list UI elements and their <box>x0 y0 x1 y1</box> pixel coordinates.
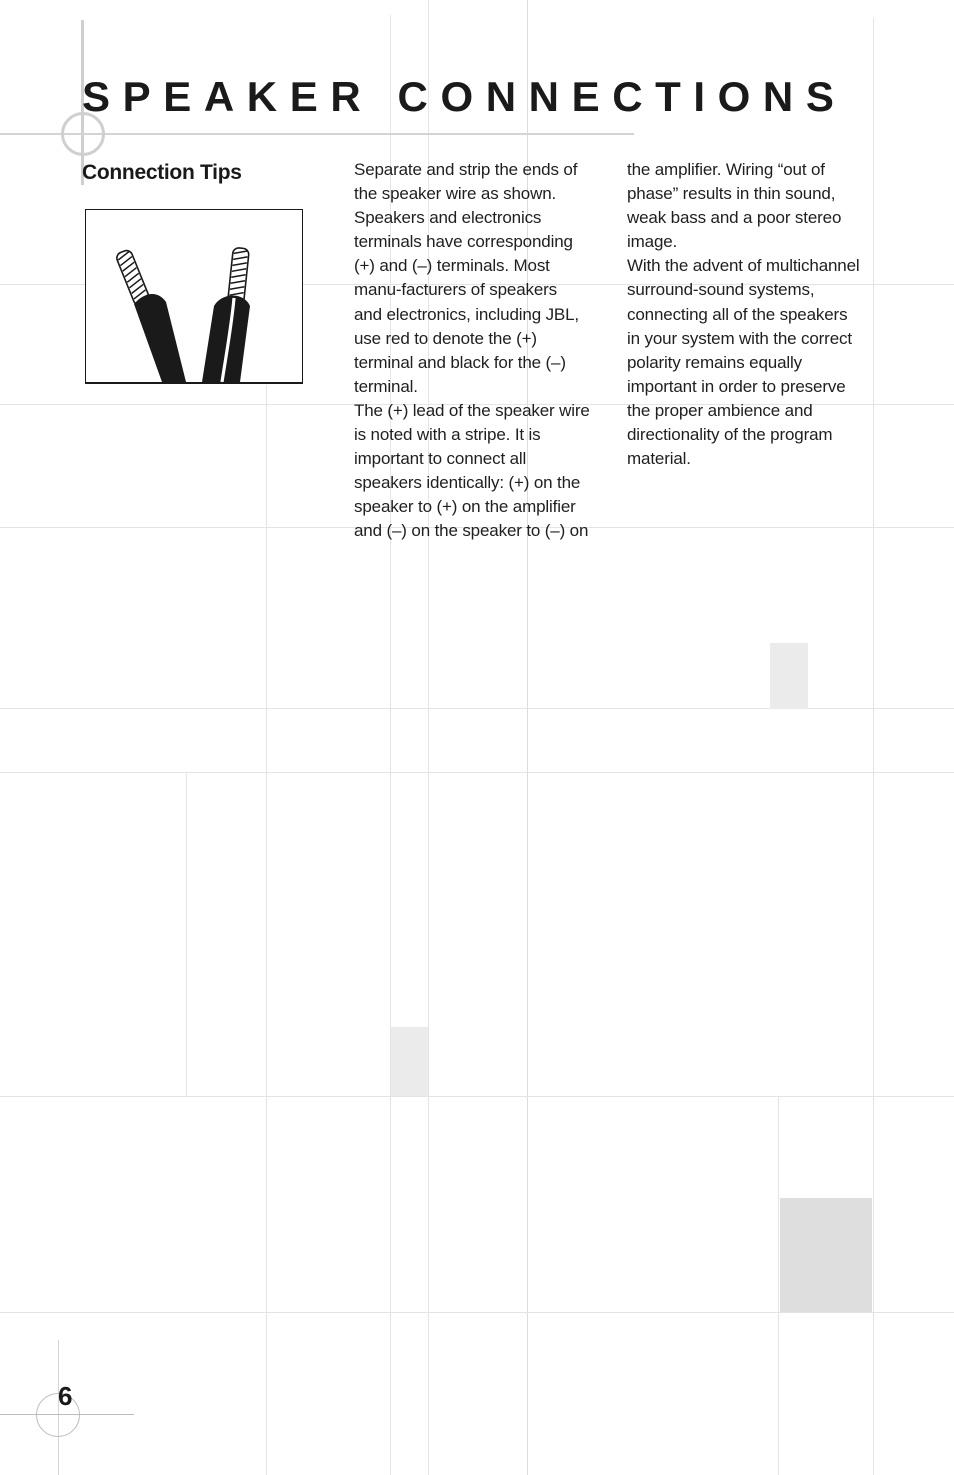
body-line: the amplifier. Wiring “out of <box>627 160 825 179</box>
body-line: Speakers and electronics <box>354 208 542 228</box>
body-line: the proper ambience and <box>627 400 813 420</box>
body-text-column-1 <box>354 158 604 544</box>
body-line: phase” results in thin sound, <box>627 184 836 204</box>
body-line: connecting all of the speakers <box>627 304 848 324</box>
body-line: the speaker wire as shown. <box>354 184 557 204</box>
body-line: terminal and black for the (–) <box>354 352 566 372</box>
speaker-wire-figure <box>85 209 303 384</box>
body-line: image. <box>627 232 678 252</box>
body-line: (+) and (–) terminals. Most <box>354 256 550 276</box>
body-line: and (–) on the speaker to (–) on <box>354 521 589 541</box>
body-line: polarity remains equally <box>627 352 802 372</box>
page-title: SPEAKER CONNECTIONS <box>82 73 847 120</box>
body-line: directionality of the program <box>627 425 833 445</box>
gray-block-middle <box>391 1027 428 1096</box>
body-line: surround-sound systems, <box>627 280 815 300</box>
body-line: in your system with the correct <box>627 328 852 348</box>
body-line: use red to denote the (+) <box>354 328 537 348</box>
page-number: 6 <box>58 1381 73 1411</box>
gray-block-lower-right <box>780 1198 872 1312</box>
section-heading: Connection Tips <box>82 161 242 184</box>
speaker-wire-ends-icon <box>86 210 302 382</box>
body-line: terminal. <box>354 376 418 396</box>
body-line: and electronics, including JBL, <box>354 304 579 324</box>
body-line: speaker to (+) on the amplifier <box>354 497 576 517</box>
body-line: The (+) lead of the speaker wire <box>354 400 590 420</box>
gray-block-upper-right <box>770 643 808 709</box>
body-text-column-2 <box>627 158 877 471</box>
body-line: is noted with a stripe. It is <box>354 425 541 445</box>
body-line: speakers identically: (+) on the <box>354 473 581 493</box>
body-line: manu-facturers of speakers <box>354 280 558 300</box>
body-line: important in order to preserve <box>627 376 846 396</box>
body-line: Separate and strip the ends of <box>354 160 578 179</box>
body-line: material. <box>627 449 691 469</box>
body-line: weak bass and a poor stereo <box>627 208 842 228</box>
body-line: With the advent of multichannel <box>627 256 860 276</box>
body-line: terminals have corresponding <box>354 232 573 252</box>
body-line: important to connect all <box>354 449 527 469</box>
